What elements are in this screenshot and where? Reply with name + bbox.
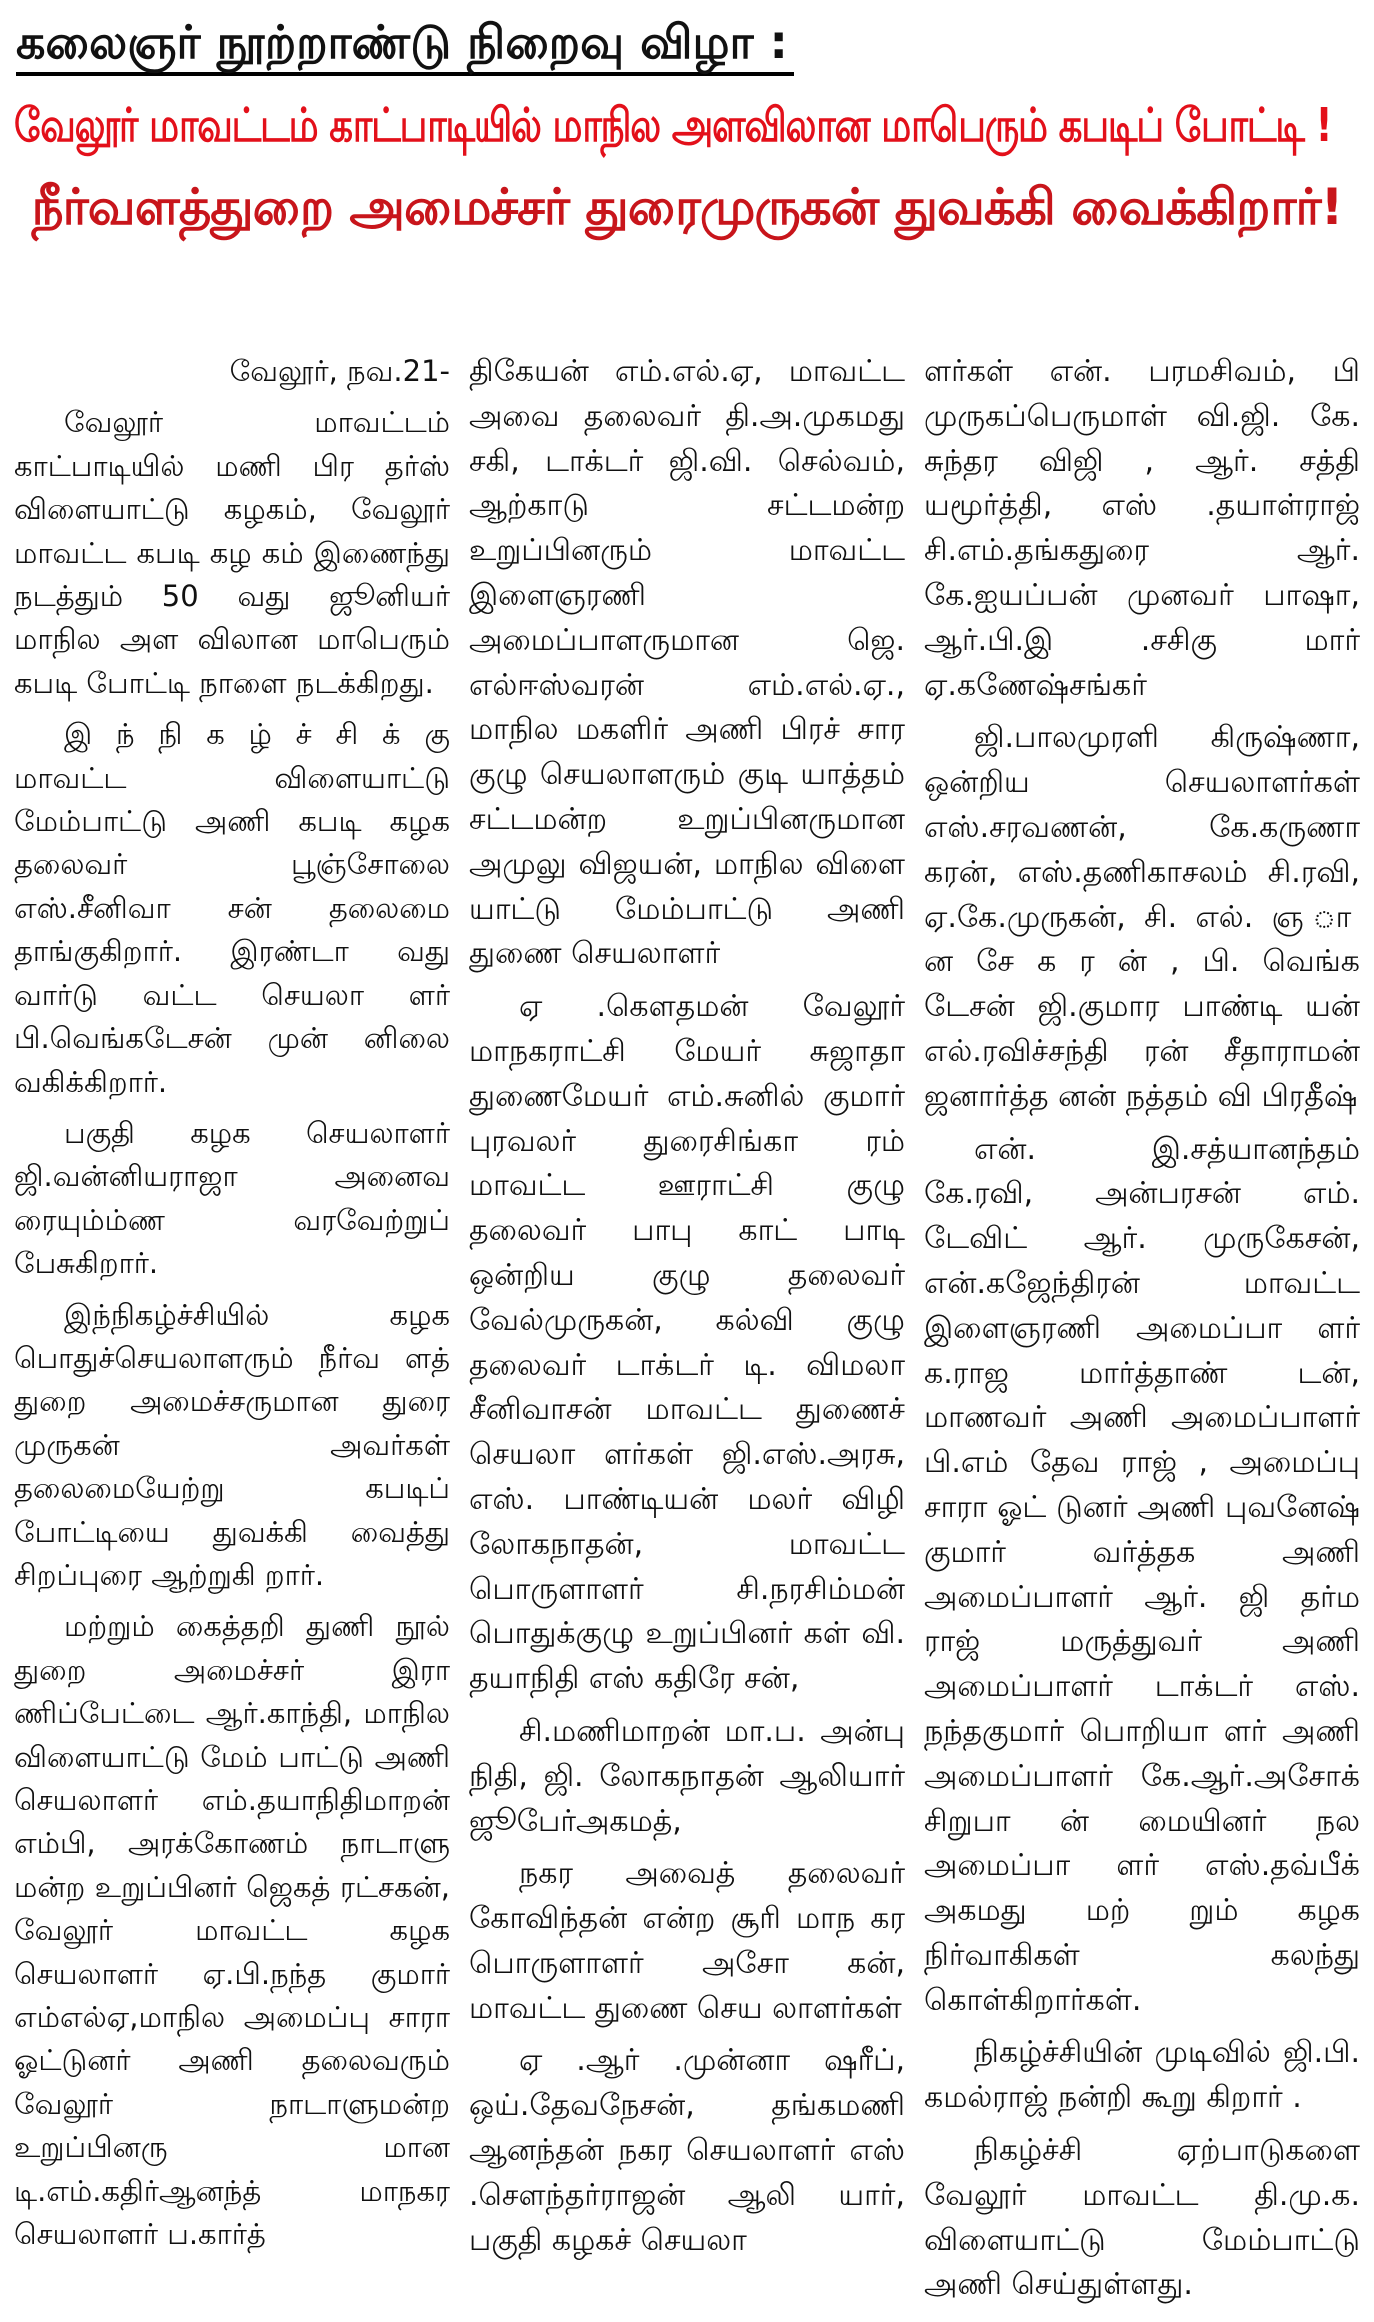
article-column-1 [14, 350, 450, 2318]
dateline: வேலூர், நவ.21- [229, 354, 450, 388]
paragraph: ஜி.பாலமுரளி கிருஷ்ணா, ஒன்றிய செயலாளர்கள் எஸ்.சரவணன், கே.கருணா கரன், எஸ்.தணிகாசலம் சி.ரவி, ஏ.கே.முருகன், சி. எல். ஞ ா ன சே க ர ன் , பி. வெங்க டேசன் ஜி.குமார பாண்டி யன் எல்.ரவிச்சந்தி ரன் சீதாராமன் ஜனார்த்த னன் நத்தம் வி பிரதீஷ் [924, 720, 1360, 1114]
article-column-3 [924, 350, 1360, 2318]
paragraph: நிகழ்ச்சி ஏற்பாடுகளை வேலூர் மாவட்ட தி.மு.க. விளையாட்டு மேம்பாட்டு அணி செய்துள்ளது. [924, 2133, 1360, 2303]
paragraph: என். இ.சத்யானந்தம் கே.ரவி, அன்பரசன் எம். டேவிட் ஆர். முருகேசன், என்.கஜேந்திரன் மாவட்ட இளைஞரணி அமைப்பா ளர் க.ராஜ மார்த்தாண் டன், மாணவர் அணி அமைப்பாளர் பி.எம் தேவ ராஜ் , அமைப்பு சாரா ஓட் டுனர் அணி புவனேஷ் குமார் வர்த்தக அணி அமைப்பாளர் ஆர். ஜி தர்ம ராஜ் மருத்துவர் அணி அமைப்பாளர் டாக்டர் எஸ். நந்தகுமார் பொறியா ளர் அணி அமைப்பாளர் கே.ஆர்.அசோக் சிறுபா ன் மையினர் நல அமைப்பா ளர் எஸ்.தவ்பீக் அகமது மற் றும் கழக நிர்வாகிகள் கலந்து கொள்கிறார்கள். [924, 1131, 1360, 2018]
paragraph: சி.மணிமாறன் மா.ப. அன்பு நிதி, ஜி. லோகநாதன் ஆலியார் ஜூபேர்அகமத், [469, 1713, 905, 1839]
paragraph: ஏ .ஆர் .முன்னா ஷரீப், ஒய்.தேவநேசன், தங்கமணி ஆனந்தன் நகர செயலாளர் எஸ் .சௌந்தர்ராஜன் ஆலி யார், பகுதி கழகச் செயலா [469, 2043, 905, 2258]
headline: வேலூர் மாவட்டம் காட்பாடியில் மாநில அளவிலான மாபெரும் கபடிப் போட்டி ! [14, 98, 1332, 153]
paragraph: நிகழ்ச்சியின் முடிவில் ஜி.பி. கமல்ராஜ் நன்றி கூறு கிறார் . [924, 2035, 1360, 2116]
paragraph: வேலூர் மாவட்டம் காட்பாடியில் மணி பிர தர்ஸ் விளையாட்டு கழகம், வேலூர் மாவட்ட கபடி கழ கம் இணைந்து நடத்தும் 50 வது ஜூனியர் மாநில அள விலான மாபெரும் கபடி போட்டி நாளை நடக்கிறது. [14, 405, 450, 700]
paragraph: ஏ .கௌதமன் வேலூர் மாநகராட்சி மேயர் சுஜாதா துணைமேயர் எம்.சுனில் குமார் புரவலர் துரைசிங்கா ரம் மாவட்ட ஊராட்சி குழு தலைவர் பாபு காட் பாடி ஒன்றிய குழு தலைவர் வேல்முருகன், கல்வி குழு தலைவர் டாக்டர் டி. விமலா சீனிவாசன் மாவட்ட துணைச் செயலா ளர்கள் ஜி.எஸ்.அரசு, எஸ். பாண்டியன் மலர் விழி லோகநாதன், மாவட்ட பொருளாளர் சி.நரசிம்மன் பொதுக்குழு உறுப்பினர் கள் வி. தயாநிதி எஸ் கதிரே சன், [469, 989, 905, 1697]
paragraph: இந்நிகழ்ச்சியில் கழக பொதுச்செயலாளரும் நீர்வ ளத் துறை அமைச்சருமான துரை முருகன் அவர்கள் தலைமையேற்று கபடிப் போட்டியை துவக்கி வைத்து சிறப்புரை ஆற்றுகி றார். [14, 1297, 450, 1592]
article-column-2 [469, 350, 905, 2318]
paragraph: திகேயன் எம்.எல்.ஏ, மாவட்ட அவை தலைவர் தி.அ.முகமது சகி, டாக்டர் ஜி.வி. செல்வம், ஆற்காடு சட்டமன்ற உறுப்பினரும் மாவட்ட இளைஞரணி அமைப்பாளருமான ஜெ. எல்ஈஸ்வரன் எம்.எல்.ஏ., மாநில மகளிர் அணி பிரச் சார குழு செயலாளரும் குடி யாத்தம் சட்டமன்ற உறுப்பினருமான அமுலு விஜயன், மாநில விளை யாட்டு மேம்பாட்டு அணி துணை செயலாளர் [469, 354, 905, 972]
paragraph: இ ந் நி க ழ் ச் சி க் கு மாவட்ட விளையாட்டு மேம்பாட்டு அணி கபடி கழக தலைவர் பூஞ்சோலை எஸ்.சீனிவா சன் தலைமை தாங்குகிறார். இரண்டா வது வார்டு வட்ட செயலா ளர் பி.வெங்கடேசன் முன் னிலை வகிக்கிறார். [14, 717, 450, 1099]
paragraph: ளர்கள் என். பரமசிவம், பி முருகப்பெருமாள் வி.ஜி. கே. சுந்தர விஜி , ஆர். சத்தி யமூர்த்தி, எஸ் .தயாள்ராஜ் சி.எம்.தங்கதுரை ஆர். கே.ஐயப்பன் முனவர் பாஷா, ஆர்.பி.இ .சசிகு மார் ஏ.கணேஷ்சங்கர் [924, 354, 1360, 703]
article-columns [14, 350, 1360, 2318]
kicker-heading: கலைஞர் நூற்றாண்டு நிறைவு விழா : [16, 14, 794, 76]
paragraph: மற்றும் கைத்தறி துணி நூல் துறை அமைச்சர் இரா ணிப்பேட்டை ஆர்.காந்தி, மாநில விளையாட்டு மேம் பாட்டு அணி செயலாளர் எம்.தயாநிதிமாறன் எம்பி, அரக்கோணம் நாடாளு மன்ற உறுப்பினர் ஜெகத் ரட்சகன், வேலூர் மாவட்ட கழக செயலாளர் ஏ.பி.நந்த குமார் எம்எல்ஏ,மாநில அமைப்பு சாரா ஓட்டுனர் அணி தலைவரும் வேலூர் நாடாளுமன்ற உறுப்பினரு மான டி.எம்.கதிர்ஆனந்த் மாநகர செயலாளர் ப.கார்த் [14, 1609, 450, 2252]
subheadline: நீர்வளத்துறை அமைச்சர் துரைமுருகன் துவக்கி வைக்கிறார்! [31, 178, 1343, 236]
paragraph: பகுதி கழக செயலாளர் ஜி.வன்னியராஜா அனைவ ரையும்ம்ண வரவேற்றுப் பேசுகிறார். [14, 1115, 450, 1281]
paragraph: நகர அவைத் தலைவர் கோவிந்தன் என்ற சூரி மாந கர பொருளாளர் அசோ கன், மாவட்ட துணை செய லாளர்கள் [469, 1856, 905, 2026]
